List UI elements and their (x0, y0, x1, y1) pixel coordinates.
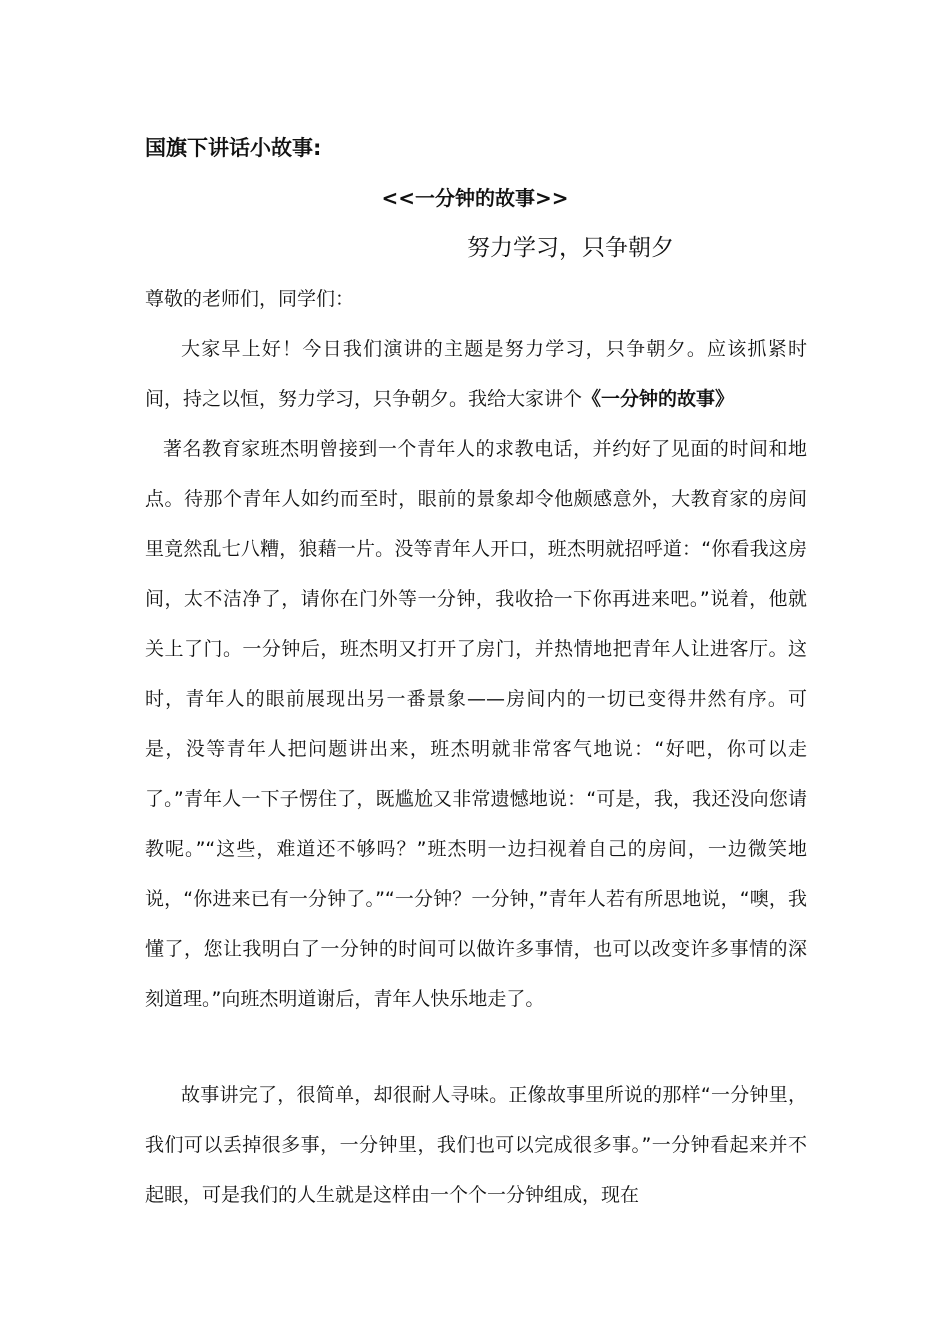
speech-motto: 努力学习，只争朝夕 (467, 235, 674, 261)
salutation: 尊敬的老师们，同学们： (145, 288, 355, 310)
document-heading: 国旗下讲话小故事: (145, 136, 322, 160)
story-title: <<一分钟的故事>> (381, 186, 569, 210)
opening-paragraph-text: 大家早上好！今日我们演讲的主题是努力学习，只争朝夕。应该抓紧时间，持之以恒，努力学习，只争朝夕。我给大家讲个 (145, 338, 807, 410)
opening-paragraph (145, 324, 807, 424)
story-title-inline: 《一分钟的故事》 (582, 388, 735, 410)
story-paragraph: 著名教育家班杰明曾接到一个青年人的求教电话，并约好了见面的时间和地点。待那个青年人如约而至时，眼前的景象却令他颇感意外，大教育家的房间里竟然乱七八糟，狼藉一片。没等青年人开口，班杰明就招呼道：“你看我这房间，太不洁净了，请你在门外等一分钟，我收拾一下你再进来吧。”说着，他就关上了门。一分钟后，班杰明又打开了房门，并热情地把青年人让进客厅。这时，青年人的眼前展现出另一番景象——房间内的一切已变得井然有序。可是，没等青年人把问题讲出来，班杰明就非常客气地说：“好吧，你可以走了。”青年人一下子愣住了，既尴尬又非常遗憾地说：“可是，我，我还没向您请教呢。”“这些，难道还不够吗？”班杰明一边扫视着自己的房间，一边微笑地说，“你进来已有一分钟了。”“一分钟？一分钟，”青年人若有所思地说，“噢，我懂了，您让我明白了一分钟的时间可以做许多事情，也可以改变许多事情的深刻道理。”向班杰明道谢后，青年人快乐地走了。 (145, 438, 807, 1010)
reflection-paragraph: 故事讲完了，很简单，却很耐人寻味。正像故事里所说的那样“一分钟里，我们可以丢掉很多事，一分钟里，我们也可以完成很多事。”一分钟看起来并不起眼，可是我们的人生就是这样由一个个一分钟组成，现在 (145, 1084, 807, 1206)
